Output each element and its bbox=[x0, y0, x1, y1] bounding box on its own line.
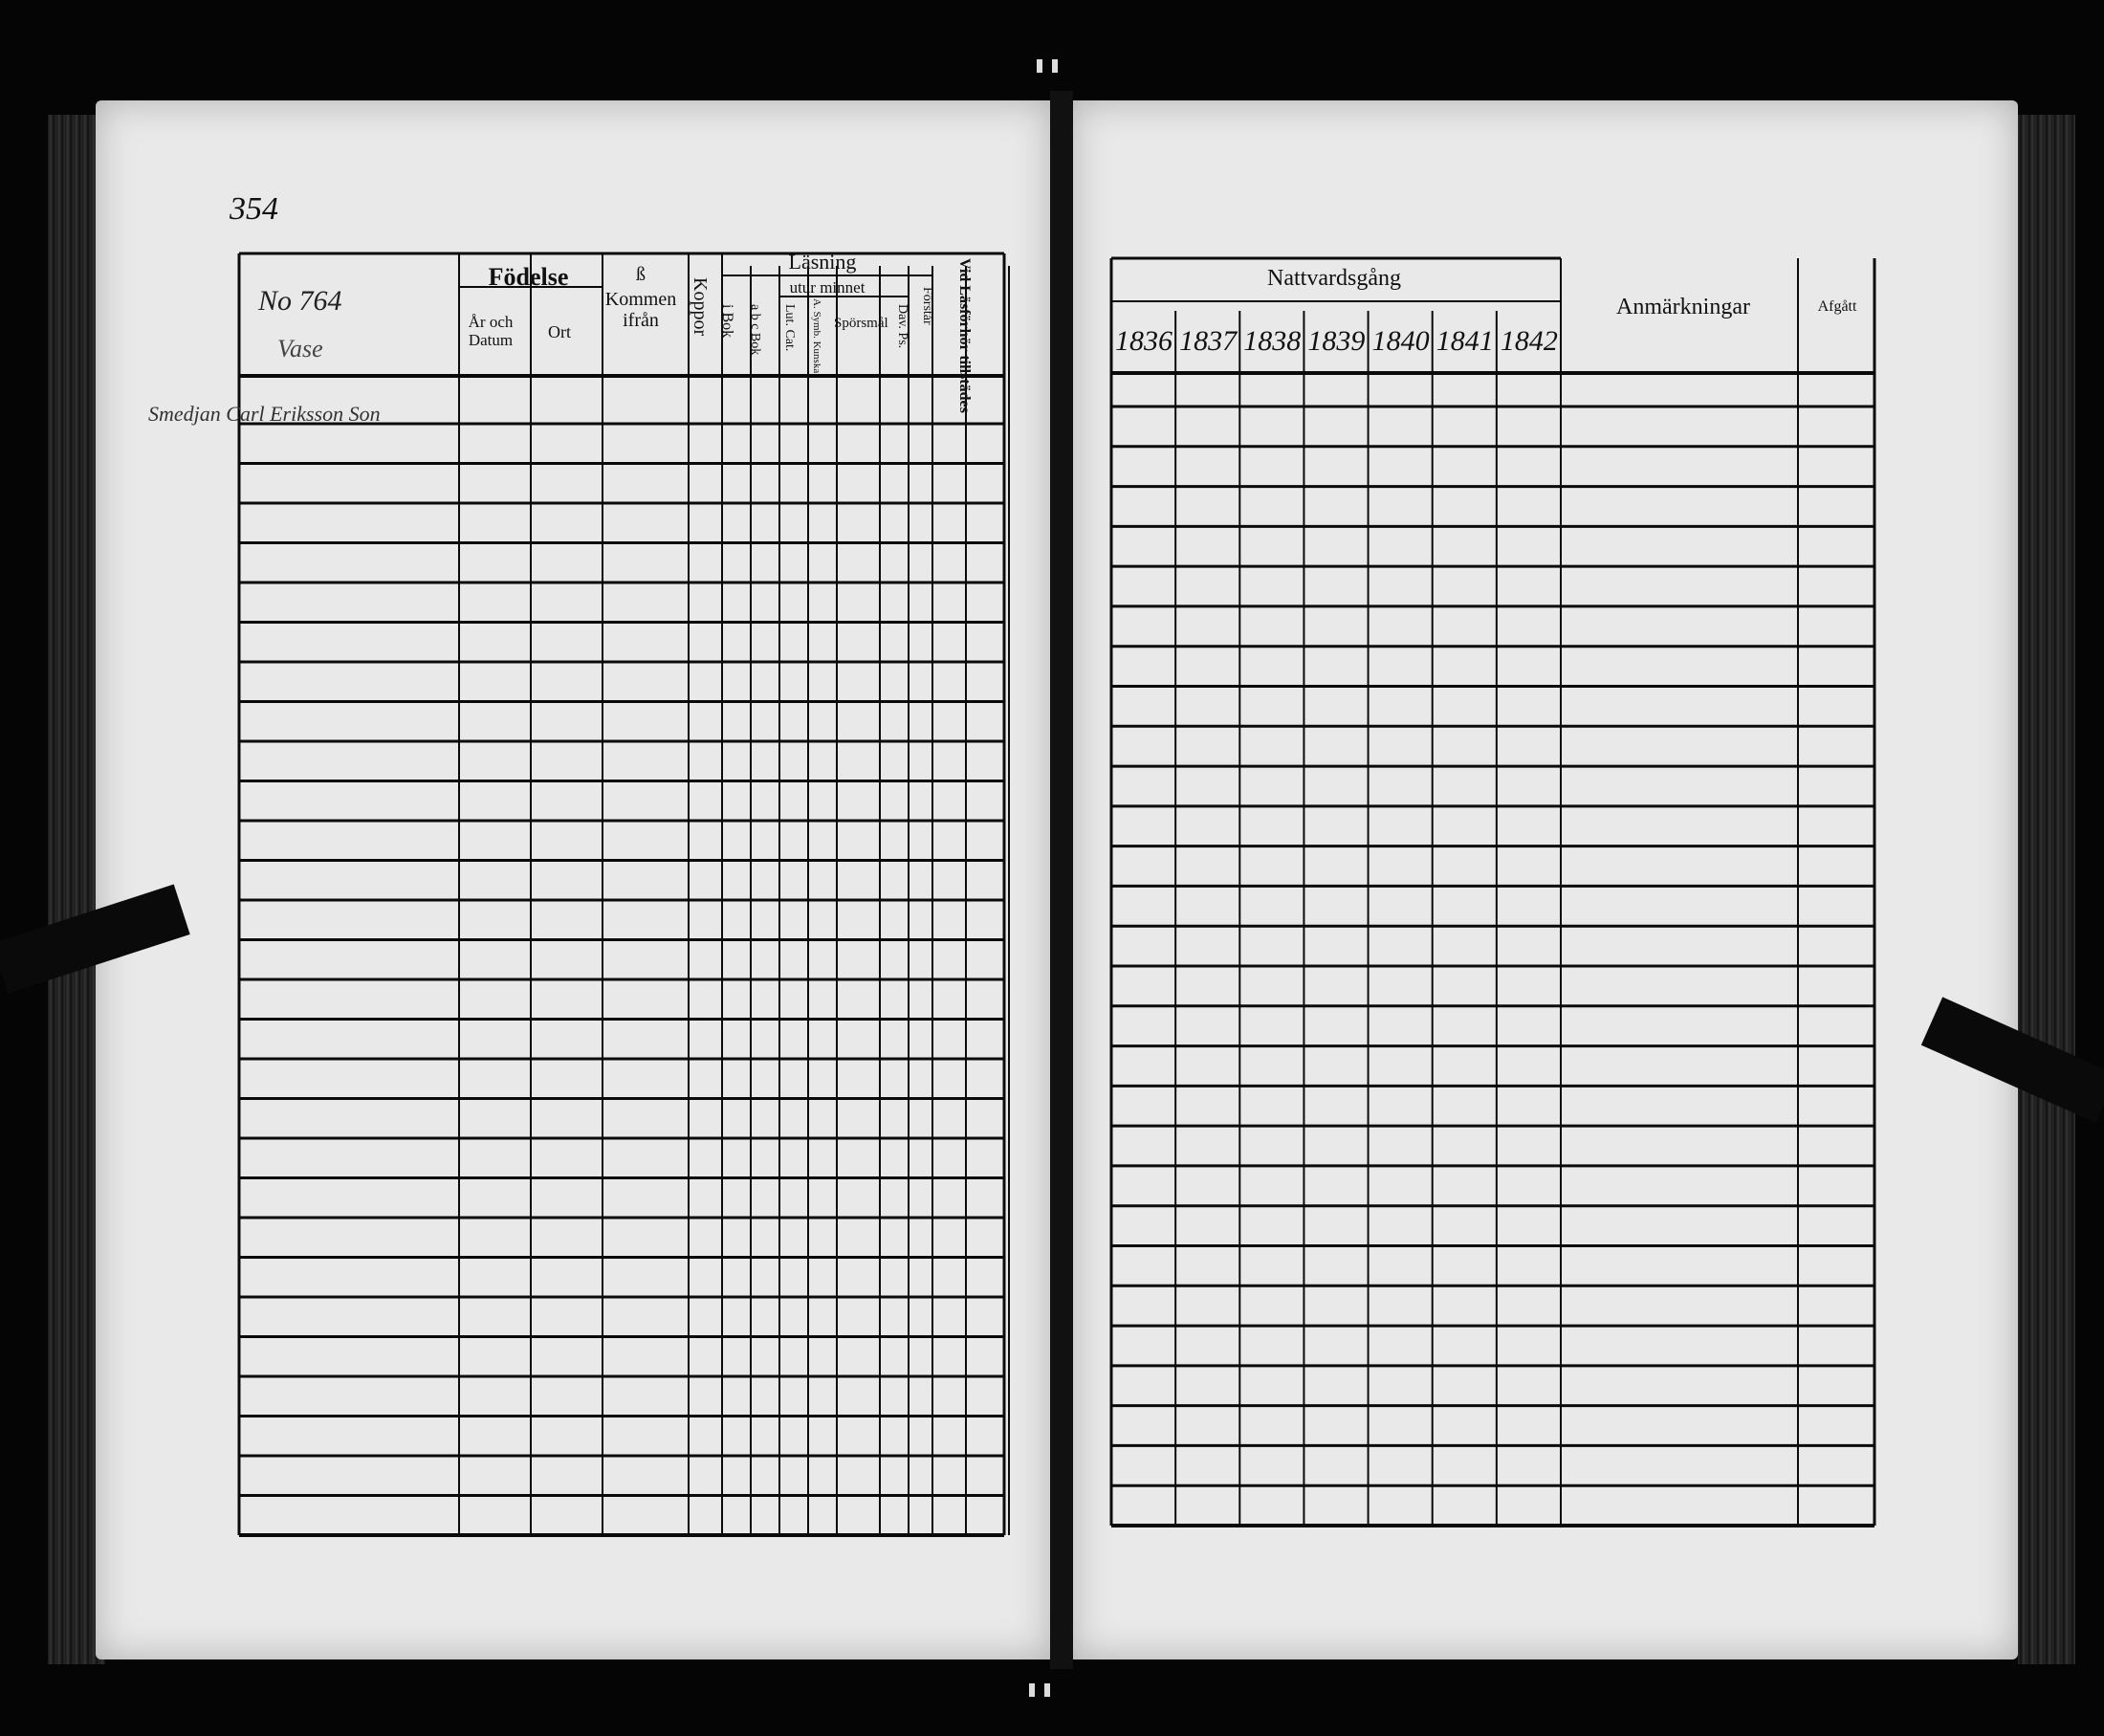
header-afgatt: Afgått bbox=[1817, 298, 1857, 315]
header-anmarkningar: Anmärkningar bbox=[1616, 295, 1750, 319]
header-i-bok: i Bok bbox=[719, 304, 735, 339]
year-header-1841: 1841 bbox=[1436, 325, 1494, 357]
year-header-1840: 1840 bbox=[1371, 325, 1430, 357]
entry-name-line: Smedjan Carl Eriksson Son bbox=[148, 402, 381, 426]
year-header-1837: 1837 bbox=[1179, 325, 1238, 357]
year-header-1836: 1836 bbox=[1115, 325, 1173, 357]
year-header-1839: 1839 bbox=[1307, 325, 1366, 357]
header-koppor: Koppor bbox=[690, 277, 711, 337]
header-ar-och-datum: År och Datum bbox=[468, 313, 514, 349]
header-lasning: Läsning bbox=[788, 250, 857, 274]
year-header-1842: 1842 bbox=[1500, 325, 1558, 357]
header-vid-lasforhor: Vid Läsförhör tillstädes bbox=[956, 258, 973, 413]
entry-place: Vase bbox=[277, 335, 323, 363]
header-utur-minnet: utur minnet bbox=[789, 278, 866, 297]
header-lut-cat: Lut. Cat. bbox=[782, 304, 797, 352]
page-number: 354 bbox=[230, 191, 278, 227]
header-kommen-ifran: Kommen ifrån bbox=[604, 289, 677, 331]
header-kommen-mark: ß bbox=[636, 264, 646, 285]
header-nattvardsgang: Nattvardsgång bbox=[1267, 266, 1401, 291]
header-a-symb: A. Symb. Kunska bbox=[811, 298, 822, 374]
header-ort: Ort bbox=[548, 322, 571, 341]
header-forstar: Förstår bbox=[920, 287, 934, 325]
header-sporsmal: Spörsmål bbox=[834, 316, 888, 331]
header-dav-ps: Dav. Ps. bbox=[895, 304, 910, 349]
header-fodelse: Födelse bbox=[488, 263, 569, 291]
year-header-1838: 1838 bbox=[1243, 325, 1302, 357]
entry-number: No 764 bbox=[258, 285, 342, 317]
header-abc-bok: a b c Bok bbox=[748, 304, 762, 356]
